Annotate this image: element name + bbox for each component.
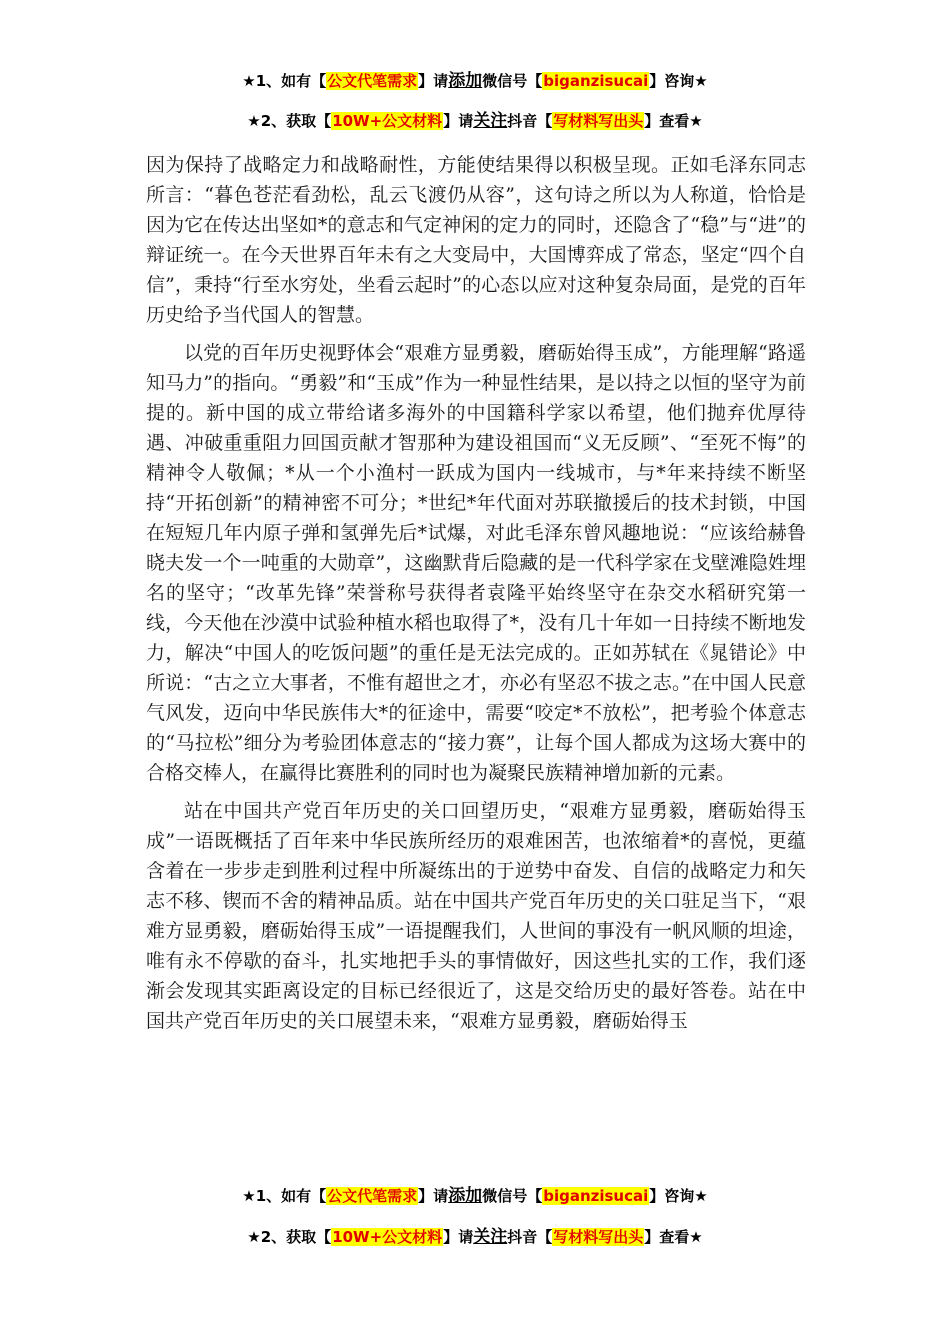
banner-text: 抖音【 — [507, 1228, 553, 1246]
banner-text: ★1、如有【 — [242, 1187, 327, 1205]
banner-highlight: 公文代笔需求 — [327, 1187, 418, 1205]
banner-text: ★2、获取【 — [247, 112, 332, 130]
banner-text: ★1、如有【 — [242, 72, 327, 90]
banner-highlight: 写材料写出头 — [553, 1228, 644, 1246]
banner-text: ★2、获取【 — [247, 1228, 332, 1246]
paragraph: 站在中国共产党百年历史的关口回望历史，“艰难方显勇毅，磨砺始得玉成”一语既概括了百年来中华民族所经历的艰难困苦，也浓缩着*的喜悦，更蕴含着在一步步走到胜利过程中所凝练出的于逆势中奋发、自信的战略定力和矢志不移、锲而不舍的精神品质。站在中国共产党百年历史的关口驻足当下，“艰难方显勇毅，磨砺始得玉成”一语提醒我们，人世间的事没有一帆风顺的坦途，唯有永不停歇的奋斗，扎实地把手头的事情做好，因这些扎实的工作，我们逐渐会发现其实距离设定的目标已经很近了，这是交给历史的最好答卷。站在中国共产党百年历史的关口展望未来，“艰难方显勇毅，磨砺始得玉 — [146, 800, 806, 1032]
banner-text: 】请 — [418, 72, 449, 90]
banner-text: 】请 — [443, 1228, 474, 1246]
banner-text: 微信号【 — [482, 1187, 543, 1205]
banner-text: 抖音【 — [507, 112, 553, 130]
banner-text: 】查看★ — [644, 112, 703, 130]
banner-emphasis: 关注 — [473, 1227, 508, 1247]
promo-banner-bottom-2 — [0, 1226, 950, 1248]
banner-highlight: 10W+公文材料 — [332, 112, 443, 130]
banner-highlight: 10W+公文材料 — [332, 1228, 443, 1246]
banner-text: 微信号【 — [482, 72, 543, 90]
promo-banner-top-1 — [0, 70, 950, 92]
paragraph: 因为保持了战略定力和战略耐性，方能使结果得以积极呈现。正如毛泽东同志所言：“暮色苍茫看劲松，乱云飞渡仍从容”，这句诗之所以为人称道，恰恰是因为它在传达出坚如*的意志和气定神闲的定力的同时，还隐含了“稳”与“进”的辩证统一。在今天世界百年未有之大变局中，大国博弈成了常态，坚定“四个自信”，秉持“行至水穷处，坐看云起时”的心态以应对这种复杂局面，是党的百年历史给予当代国人的智慧。 — [146, 154, 806, 326]
banner-highlight: biganzisucai — [543, 1187, 649, 1205]
banner-emphasis: 添加 — [448, 71, 483, 91]
document-body — [146, 150, 806, 1044]
banner-text: 】查看★ — [644, 1228, 703, 1246]
banner-emphasis: 关注 — [473, 111, 508, 131]
banner-highlight: 公文代笔需求 — [327, 72, 418, 90]
promo-banner-top-2 — [0, 110, 950, 132]
banner-highlight: biganzisucai — [543, 72, 649, 90]
banner-emphasis: 添加 — [448, 1186, 483, 1206]
promo-banner-bottom-1 — [0, 1185, 950, 1207]
banner-text: 】咨询★ — [649, 72, 708, 90]
paragraph: 以党的百年历史视野体会“艰难方显勇毅，磨砺始得玉成”，方能理解“路遥知马力”的指向。“勇毅”和“玉成”作为一种显性结果，是以持之以恒的坚守为前提的。新中国的成立带给诸多海外的中国籍科学家以希望，他们抛弃优厚待遇、冲破重重阻力回国贡献才智那种为建设祖国而“义无反顾”、“至死不悔”的精神令人敬佩；*从一个小渔村一跃成为国内一线城市，与*年来持续不断坚持“开拓创新”的精神密不可分；*世纪*年代面对苏联撤援后的技术封锁，中国在短短几年内原子弹和氢弹先后*试爆，对此毛泽东曾风趣地说：“应该给赫鲁晓夫发一个一吨重的大勋章”，这幽默背后隐藏的是一代科学家在戈壁滩隐姓埋名的坚守；“改革先锋”荣誉称号获得者袁隆平始终坚守在杂交水稻研究第一线，今天他在沙漠中试验种植水稻也取得了*，没有几十年如一日持续不断地发力，解决“中国人的吃饭问题”的重任是无法完成的。正如苏轼在《晁错论》中所说：“古之立大事者，不惟有超世之才，亦必有坚忍不拔之志。”在中国人民意气风发，迈向中华民族伟大*的征途中，需要“咬定*不放松”，把考验个体意志的“马拉松”细分为考验团体意志的“接力赛”，让每个国人都成为这场大赛中的合格交棒人，在赢得比赛胜利的同时也为凝聚民族精神增加新的元素。 — [146, 342, 806, 784]
banner-text: 】咨询★ — [649, 1187, 708, 1205]
banner-text: 】请 — [443, 112, 474, 130]
banner-text: 】请 — [418, 1187, 449, 1205]
banner-highlight: 写材料写出头 — [553, 112, 644, 130]
